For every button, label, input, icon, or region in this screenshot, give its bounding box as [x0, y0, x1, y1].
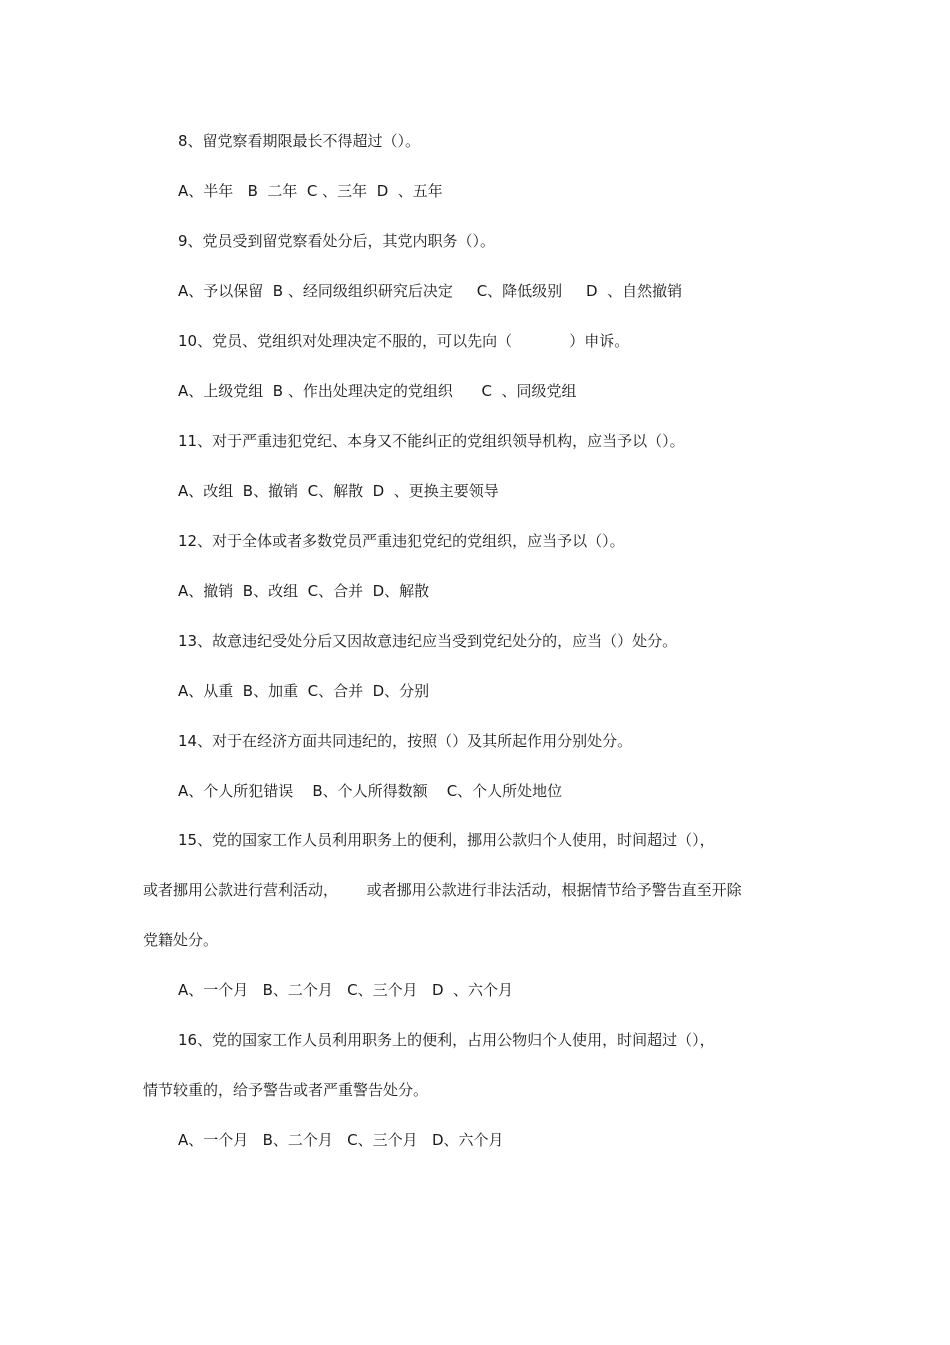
question-13-stem: 13、故意违纪受处分后又因故意违纪应当受到党纪处分的，应当（）处分。 [178, 632, 678, 650]
question-15-options: A、一个月 B、二个月 C、三个月 D 、六个月 [178, 981, 514, 999]
question-14-options: A、个人所犯错误 B、个人所得数额 C、个人所处地位 [178, 782, 563, 800]
question-16-options: A、一个月 B、二个月 C、三个月 D、六个月 [178, 1131, 504, 1149]
question-9-stem: 9、党员受到留党察看处分后，其党内职务（）。 [178, 232, 496, 250]
question-8-options: A、半年 B 二年 C 、三年 D 、五年 [178, 182, 443, 200]
question-15-stem-line-1: 15、党的国家工作人员利用职务上的便利，挪用公款归个人使用，时间超过（）， [178, 831, 715, 849]
question-12-options: A、撤销 B、改组 C、合并 D、解散 [178, 582, 430, 600]
question-16-stem-line-2: 情节较重的，给予警告或者严重警告处分。 [143, 1081, 429, 1099]
question-12-stem: 12、对于全体或者多数党员严重违犯党纪的党组织，应当予以（）。 [178, 532, 625, 550]
question-15-stem-line-2: 或者挪用公款进行营利活动， 或者挪用公款进行非法活动，根据情节给予警告直至开除 [143, 881, 742, 899]
question-11-options: A、改组 B、撤销 C、解散 D 、更换主要领导 [178, 482, 499, 500]
question-10-stem: 10、党员、党组织对处理决定不服的，可以先向（ ）申诉。 [178, 332, 630, 350]
question-10-options: A、上级党组 B 、作出处理决定的党组织 C 、同级党组 [178, 382, 577, 400]
question-14-stem: 14、对于在经济方面共同违纪的，按照（）及其所起作用分别处分。 [178, 732, 633, 750]
question-9-options: A、予以保留 B 、经同级组织研究后决定 C、降低级别 D 、自然撤销 [178, 282, 683, 300]
question-8-stem: 8、留党察看期限最长不得超过（）。 [178, 132, 421, 150]
question-15-stem-line-3: 党籍处分。 [143, 931, 219, 949]
question-13-options: A、从重 B、加重 C、合并 D、分别 [178, 682, 430, 700]
question-11-stem: 11、对于严重违犯党纪、本身又不能纠正的党组织领导机构，应当予以（）。 [178, 432, 685, 450]
question-16-stem-line-1: 16、党的国家工作人员利用职务上的便利，占用公物归个人使用，时间超过（）， [178, 1031, 715, 1049]
